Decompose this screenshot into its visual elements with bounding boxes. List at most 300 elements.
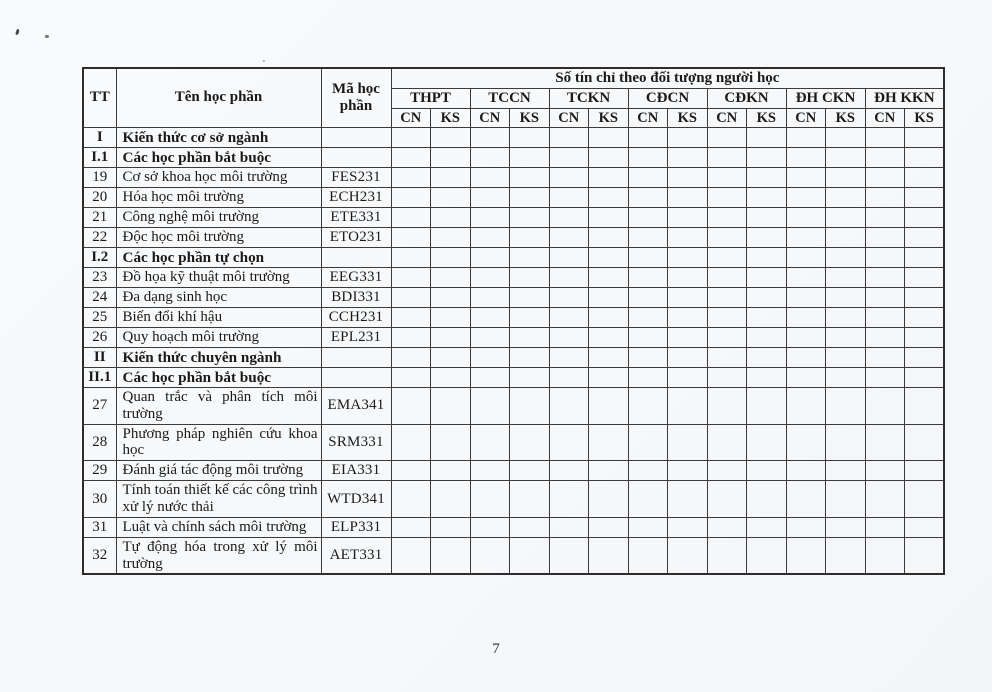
credit-cell <box>549 268 589 288</box>
credit-cell <box>628 148 668 168</box>
row-number-cell: I.2 <box>83 248 116 268</box>
credit-cell <box>391 128 431 148</box>
credit-cell <box>786 168 826 188</box>
group-header-3: CĐCN <box>628 89 707 109</box>
credit-cell <box>431 228 471 248</box>
course-row <box>83 308 944 328</box>
credit-cell <box>470 328 510 348</box>
credit-cell <box>431 368 471 388</box>
credit-cell <box>707 168 747 188</box>
credit-cell <box>826 208 866 228</box>
credit-cell <box>549 248 589 268</box>
credit-cell <box>510 348 550 368</box>
credit-cell <box>391 168 431 188</box>
credit-cell <box>668 481 708 518</box>
credit-cell <box>470 388 510 425</box>
credit-cell <box>470 268 510 288</box>
credit-cell <box>431 517 471 537</box>
credit-cell <box>470 461 510 481</box>
credit-cell <box>668 368 708 388</box>
credit-cell <box>786 188 826 208</box>
credit-cell <box>668 148 708 168</box>
credit-cell <box>905 168 945 188</box>
row-number-cell: 21 <box>83 208 116 228</box>
credit-cell <box>707 248 747 268</box>
credit-cell <box>510 268 550 288</box>
header-cell-credits-title: Số tín chỉ theo đối tượng người học <box>391 68 944 89</box>
credit-cell <box>865 228 905 248</box>
credit-cell <box>826 168 866 188</box>
row-number-cell: 20 <box>83 188 116 208</box>
credit-cell <box>628 228 668 248</box>
credit-cell <box>628 268 668 288</box>
course-row <box>83 424 944 461</box>
credit-cell <box>668 308 708 328</box>
credit-cell <box>470 424 510 461</box>
credit-cell <box>589 188 629 208</box>
credit-cell <box>747 248 787 268</box>
credit-cell <box>826 148 866 168</box>
credit-cell <box>786 368 826 388</box>
credit-cell <box>470 308 510 328</box>
course-name-cell: Luật và chính sách môi trường <box>116 517 321 537</box>
credit-cell <box>786 308 826 328</box>
credit-cell <box>826 228 866 248</box>
credit-cell <box>747 348 787 368</box>
credit-cell <box>391 288 431 308</box>
credit-cell <box>628 188 668 208</box>
credit-cell <box>589 537 629 574</box>
row-number-cell: 30 <box>83 481 116 518</box>
course-name-cell: Các học phần bắt buộc <box>116 368 321 388</box>
credit-cell <box>747 537 787 574</box>
course-name-cell: Công nghệ môi trường <box>116 208 321 228</box>
credit-cell <box>549 288 589 308</box>
credit-cell <box>431 424 471 461</box>
credit-cell <box>865 188 905 208</box>
credit-cell <box>865 168 905 188</box>
credit-cell <box>826 248 866 268</box>
subcolumn-header-cn: CN <box>865 109 905 128</box>
course-code-cell: ECH231 <box>321 188 391 208</box>
credit-cell <box>510 248 550 268</box>
credit-cell <box>589 348 629 368</box>
credit-cell <box>786 148 826 168</box>
credit-cell <box>549 228 589 248</box>
credit-cell <box>786 128 826 148</box>
credit-cell <box>549 368 589 388</box>
credit-cell <box>668 208 708 228</box>
credit-cell <box>747 461 787 481</box>
scan-artifact <box>15 29 20 36</box>
course-name-cell: Đa dạng sinh học <box>116 288 321 308</box>
credit-cell <box>668 228 708 248</box>
subcolumn-header-ks: KS <box>510 109 550 128</box>
credit-cell <box>549 517 589 537</box>
credit-cell <box>905 228 945 248</box>
scan-artifact <box>263 60 265 62</box>
row-number-cell: 28 <box>83 424 116 461</box>
section-row <box>83 348 944 368</box>
credit-cell <box>589 481 629 518</box>
course-name-cell: Các học phần tự chọn <box>116 248 321 268</box>
credit-cell <box>589 248 629 268</box>
row-number-cell: II.1 <box>83 368 116 388</box>
credit-cell <box>510 228 550 248</box>
course-code-cell <box>321 248 391 268</box>
row-number-cell: 19 <box>83 168 116 188</box>
credit-cell <box>747 481 787 518</box>
credit-cell <box>786 481 826 518</box>
credit-cell <box>431 208 471 228</box>
credit-cell <box>549 424 589 461</box>
credit-cell <box>549 168 589 188</box>
row-number-cell: 31 <box>83 517 116 537</box>
credit-cell <box>707 424 747 461</box>
credit-cell <box>905 461 945 481</box>
course-name-cell: Các học phần bắt buộc <box>116 148 321 168</box>
credit-cell <box>431 168 471 188</box>
subcolumn-header-ks: KS <box>747 109 787 128</box>
credit-cell <box>549 537 589 574</box>
credit-cell <box>707 517 747 537</box>
credit-cell <box>826 517 866 537</box>
credit-cell <box>628 288 668 308</box>
credit-cell <box>668 328 708 348</box>
credit-cell <box>826 481 866 518</box>
credit-cell <box>905 424 945 461</box>
credit-cell <box>510 388 550 425</box>
credit-cell <box>865 424 905 461</box>
credit-cell <box>707 128 747 148</box>
course-row <box>83 188 944 208</box>
credit-cell <box>747 128 787 148</box>
credit-cell <box>470 348 510 368</box>
row-number-cell: 27 <box>83 388 116 425</box>
credit-cell <box>786 517 826 537</box>
subcolumn-header-ks: KS <box>668 109 708 128</box>
credit-cell <box>549 308 589 328</box>
credit-cell <box>391 248 431 268</box>
credit-cell <box>747 288 787 308</box>
credit-cell <box>865 388 905 425</box>
page-number: 7 <box>492 641 500 657</box>
course-name-cell: Biến đổi khí hậu <box>116 308 321 328</box>
credit-cell <box>747 368 787 388</box>
credit-cell <box>391 328 431 348</box>
course-row <box>83 288 944 308</box>
course-name-cell: Quan trắc và phân tích môi trường <box>116 388 321 425</box>
credit-cell <box>391 148 431 168</box>
credit-cell <box>707 308 747 328</box>
credit-cell <box>589 424 629 461</box>
credit-cell <box>628 481 668 518</box>
row-number-cell: I.1 <box>83 148 116 168</box>
credit-cell <box>431 248 471 268</box>
credit-cell <box>589 517 629 537</box>
course-code-cell: EIA331 <box>321 461 391 481</box>
credit-cell <box>668 348 708 368</box>
credit-cell <box>865 481 905 518</box>
course-row <box>83 168 944 188</box>
credit-cell <box>510 188 550 208</box>
credit-cell <box>510 288 550 308</box>
credit-cell <box>668 537 708 574</box>
subcolumn-header-ks: KS <box>431 109 471 128</box>
credit-cell <box>470 481 510 518</box>
course-row <box>83 208 944 228</box>
credit-cell <box>707 388 747 425</box>
credit-cell <box>707 268 747 288</box>
credit-cell <box>391 308 431 328</box>
credit-cell <box>826 128 866 148</box>
credit-cell <box>905 128 945 148</box>
row-number-cell: I <box>83 128 116 148</box>
credit-cell <box>826 461 866 481</box>
credit-cell <box>510 424 550 461</box>
course-code-cell: WTD341 <box>321 481 391 518</box>
row-number-cell: 22 <box>83 228 116 248</box>
credit-cell <box>391 188 431 208</box>
credit-cell <box>470 148 510 168</box>
credit-cell <box>786 328 826 348</box>
subcolumn-header-cn: CN <box>391 109 431 128</box>
course-row <box>83 228 944 248</box>
credit-cell <box>431 188 471 208</box>
course-code-cell: EPL231 <box>321 328 391 348</box>
credit-cell <box>865 348 905 368</box>
credit-cell <box>786 424 826 461</box>
credit-cell <box>905 188 945 208</box>
credit-cell <box>826 537 866 574</box>
credit-cell <box>470 228 510 248</box>
credit-cell <box>747 388 787 425</box>
credit-cell <box>905 348 945 368</box>
scan-artifact <box>45 35 49 38</box>
credit-cell <box>668 288 708 308</box>
credit-cell <box>905 248 945 268</box>
credit-cell <box>510 208 550 228</box>
credit-cell <box>905 328 945 348</box>
credit-cell <box>668 268 708 288</box>
credit-cell <box>905 268 945 288</box>
credit-cell <box>747 328 787 348</box>
course-code-cell <box>321 368 391 388</box>
credit-cell <box>510 328 550 348</box>
credit-cell <box>391 481 431 518</box>
credit-cell <box>510 128 550 148</box>
credit-cell <box>470 288 510 308</box>
credit-cell <box>747 517 787 537</box>
credit-cell <box>826 188 866 208</box>
course-code-cell <box>321 128 391 148</box>
credit-cell <box>628 208 668 228</box>
credit-cell <box>391 228 431 248</box>
credit-cell <box>391 368 431 388</box>
credit-cell <box>589 368 629 388</box>
course-name-cell: Tính toán thiết kế các công trình xử lý nước thải <box>116 481 321 518</box>
section-row <box>83 368 944 388</box>
credit-cell <box>589 228 629 248</box>
credit-cell <box>628 308 668 328</box>
credit-cell <box>826 388 866 425</box>
credit-cell <box>747 424 787 461</box>
credit-cell <box>549 481 589 518</box>
course-row <box>83 461 944 481</box>
credit-cell <box>628 368 668 388</box>
credit-cell <box>905 388 945 425</box>
credit-cell <box>747 188 787 208</box>
group-header-1: TCCN <box>470 89 549 109</box>
credit-cell <box>786 537 826 574</box>
credit-cell <box>786 228 826 248</box>
course-code-cell <box>321 148 391 168</box>
credit-cell <box>470 188 510 208</box>
subcolumn-header-cn: CN <box>549 109 589 128</box>
credit-cell <box>431 288 471 308</box>
credit-cell <box>589 128 629 148</box>
credit-cell <box>826 368 866 388</box>
credit-cell <box>865 328 905 348</box>
credit-cell <box>747 308 787 328</box>
course-name-cell: Cơ sở khoa học môi trường <box>116 168 321 188</box>
credit-cell <box>865 248 905 268</box>
group-header-2: TCKN <box>549 89 628 109</box>
credit-cell <box>589 308 629 328</box>
credit-cell <box>628 537 668 574</box>
credit-cell <box>431 537 471 574</box>
credit-cell <box>391 424 431 461</box>
subcolumn-header-cn: CN <box>707 109 747 128</box>
credit-cell <box>707 328 747 348</box>
credit-cell <box>431 388 471 425</box>
credit-cell <box>905 481 945 518</box>
credit-cell <box>707 348 747 368</box>
credit-cell <box>589 168 629 188</box>
credit-cell <box>747 208 787 228</box>
credit-cell <box>905 208 945 228</box>
course-code-cell: CCH231 <box>321 308 391 328</box>
row-number-cell: 29 <box>83 461 116 481</box>
credit-cell <box>431 328 471 348</box>
course-code-cell: SRM331 <box>321 424 391 461</box>
credit-cell <box>628 128 668 148</box>
credit-cell <box>589 268 629 288</box>
credit-cell <box>431 148 471 168</box>
credit-cell <box>707 228 747 248</box>
subcolumn-header-cn: CN <box>628 109 668 128</box>
credit-cell <box>391 348 431 368</box>
credit-cell <box>826 328 866 348</box>
credit-cell <box>628 517 668 537</box>
credit-cell <box>747 228 787 248</box>
credit-cell <box>628 348 668 368</box>
header-cell-tt: TT <box>83 68 116 128</box>
credit-cell <box>431 461 471 481</box>
course-name-cell: Tự động hóa trong xử lý môi trường <box>116 537 321 574</box>
credit-cell <box>628 461 668 481</box>
credit-cell <box>905 308 945 328</box>
credit-cell <box>747 268 787 288</box>
credit-cell <box>470 128 510 148</box>
credit-cell <box>391 208 431 228</box>
course-code-cell: EMA341 <box>321 388 391 425</box>
credit-cell <box>905 537 945 574</box>
credit-cell <box>826 288 866 308</box>
course-name-cell: Kiến thức chuyên ngành <box>116 348 321 368</box>
credit-cell <box>391 461 431 481</box>
subcolumn-header-cn: CN <box>786 109 826 128</box>
credit-cell <box>549 128 589 148</box>
row-number-cell: 32 <box>83 537 116 574</box>
credit-cell <box>707 188 747 208</box>
course-row <box>83 328 944 348</box>
credit-cell <box>589 208 629 228</box>
credit-cell <box>865 128 905 148</box>
credit-cell <box>786 461 826 481</box>
course-code-cell: FES231 <box>321 168 391 188</box>
credit-cell <box>431 268 471 288</box>
group-header-4: CĐKN <box>707 89 786 109</box>
credit-cell <box>431 128 471 148</box>
group-header-0: THPT <box>391 89 470 109</box>
credit-cell <box>628 248 668 268</box>
credit-cell <box>510 517 550 537</box>
header-cell-course-name: Tên học phần <box>116 68 321 128</box>
credit-cell <box>707 208 747 228</box>
course-row <box>83 388 944 425</box>
credit-cell <box>589 388 629 425</box>
course-name-cell: Đồ họa kỹ thuật môi trường <box>116 268 321 288</box>
credit-cell <box>668 248 708 268</box>
credit-cell <box>549 208 589 228</box>
course-code-cell: ETE331 <box>321 208 391 228</box>
credit-cell <box>707 368 747 388</box>
course-name-cell: Độc học môi trường <box>116 228 321 248</box>
credit-cell <box>589 148 629 168</box>
credit-cell <box>865 148 905 168</box>
credit-cell <box>549 461 589 481</box>
credit-cell <box>668 388 708 425</box>
credit-cell <box>786 208 826 228</box>
section-row <box>83 148 944 168</box>
credit-cell <box>865 461 905 481</box>
credit-cell <box>628 388 668 425</box>
credit-cell <box>826 308 866 328</box>
row-number-cell: 25 <box>83 308 116 328</box>
credit-cell <box>826 348 866 368</box>
credit-cell <box>786 248 826 268</box>
curriculum-table <box>82 67 945 575</box>
credit-cell <box>549 328 589 348</box>
course-code-cell: EEG331 <box>321 268 391 288</box>
group-header-6: ĐH KKN <box>865 89 944 109</box>
course-name-cell: Hóa học môi trường <box>116 188 321 208</box>
credit-cell <box>431 348 471 368</box>
course-row <box>83 481 944 518</box>
credit-cell <box>510 168 550 188</box>
credit-cell <box>747 168 787 188</box>
subcolumn-header-cn: CN <box>470 109 510 128</box>
credit-cell <box>470 168 510 188</box>
subcolumn-header-ks: KS <box>826 109 866 128</box>
credit-cell <box>865 308 905 328</box>
course-code-cell: AET331 <box>321 537 391 574</box>
credit-cell <box>747 148 787 168</box>
credit-cell <box>707 481 747 518</box>
course-name-cell: Phương pháp nghiên cứu khoa học <box>116 424 321 461</box>
credit-cell <box>589 288 629 308</box>
